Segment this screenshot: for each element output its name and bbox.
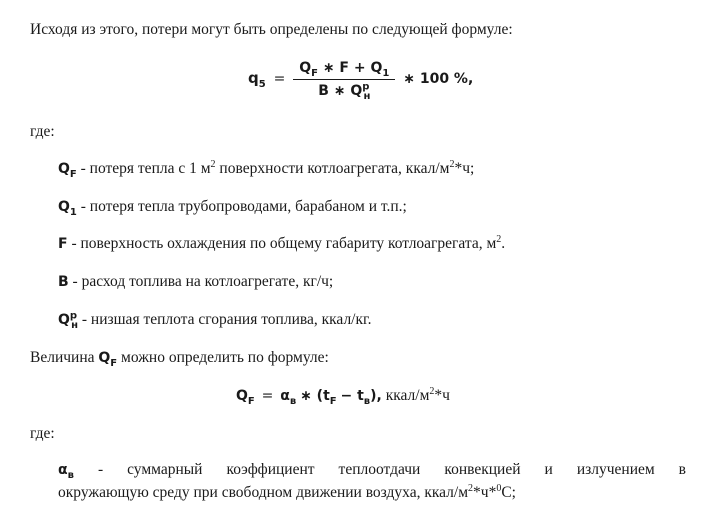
def-q1: $Q_1$ - потеря тепла трубопроводами, барабаном и т.п.;: [58, 198, 407, 218]
def-qf: $Q_F$ - потеря тепла с 1 $м^2$ поверхности котлоагрегата, ккал/$м^2*ч$;: [58, 158, 475, 180]
formula-tail: ∗ 100 %,: [403, 71, 474, 88]
formula-q5: [248, 60, 474, 102]
where-label-2: где:: [30, 425, 55, 442]
intro-text: Исходя из этого, потери могут быть определены по следующей формуле:: [30, 21, 513, 38]
def-f: F - поверхность охлаждения по общему габариту котлоагрегата, $м^2$.: [58, 233, 506, 252]
def-qhp: $Q^р_н$ - низшая теплота сгорания топлива, ккал/кг.: [58, 310, 372, 331]
formula-lhs: $q_5$: [248, 69, 266, 91]
formula-denominator: B ∗ $Q^р_н$: [318, 81, 371, 102]
para-qf-intro: Величина $Q_F$ можно определить по формуле:: [30, 349, 329, 369]
formula-fraction: [293, 60, 395, 102]
formula-eq: =: [273, 71, 286, 88]
def-alpha-line1: $\alpha_в$ - суммарный коэффициент теплоотдачи конвекцией и излучением в: [58, 461, 686, 481]
def-b: B - расход топлива на котлоагрегате, кг/ч;: [58, 273, 334, 290]
def-alpha-line2: окружающую среду при свободном движении воздуха, ккал/$м^2*ч*^0С$;: [58, 482, 516, 501]
formula-qf: $Q_F = \alpha_в$ ∗ $(t_F - t_в)$, ккал/$м^2*ч$: [236, 385, 450, 407]
where-label: где:: [30, 123, 55, 140]
formula-numerator: $Q_F$ ∗ $F + Q_1$: [293, 60, 395, 80]
